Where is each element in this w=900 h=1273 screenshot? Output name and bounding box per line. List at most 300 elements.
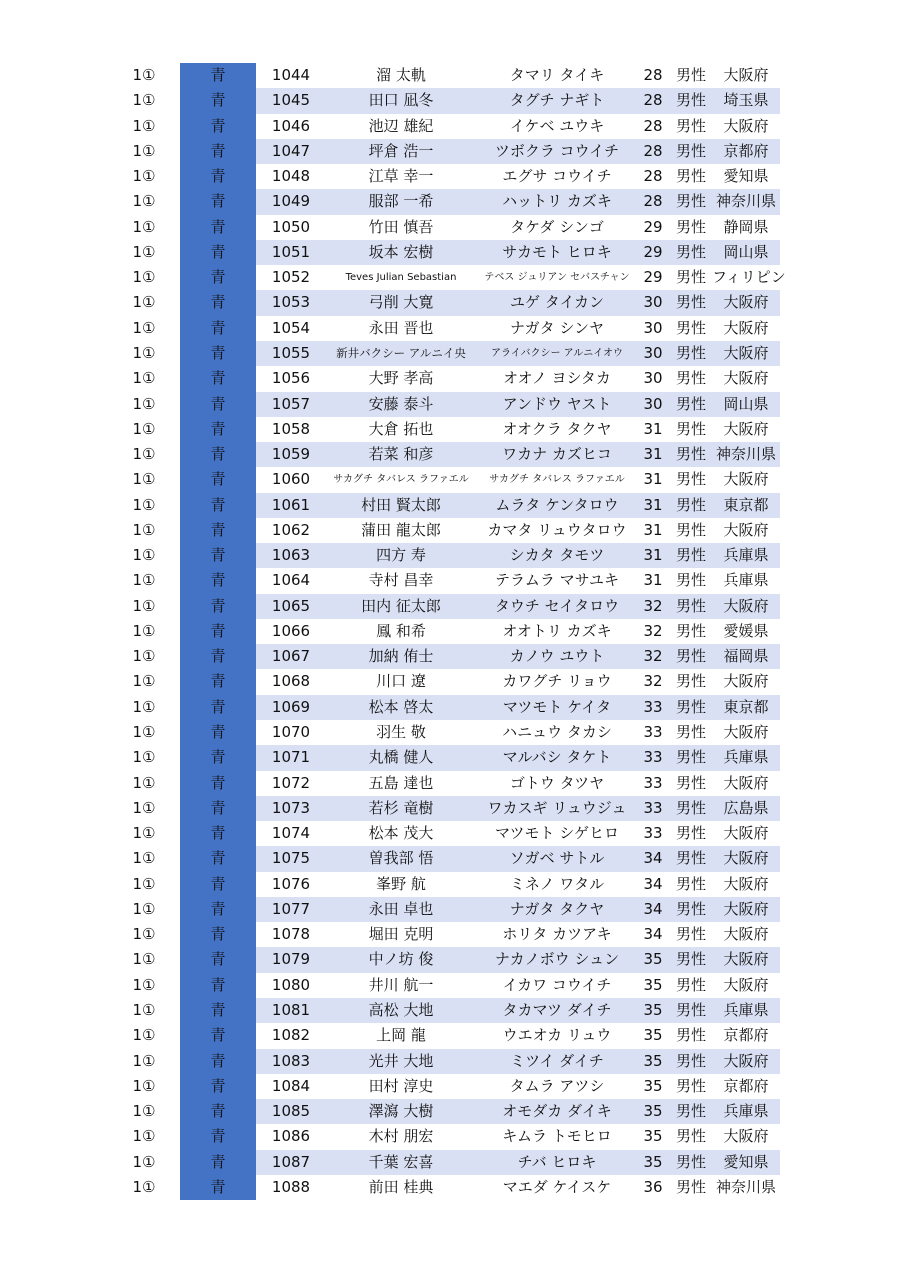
team-color-cell: 青 [210, 899, 226, 918]
player-number-cell: 1073 [271, 798, 311, 817]
prefecture-cell: 大阪府 [723, 773, 769, 792]
sex-cell: 男性 [675, 66, 706, 84]
sex-cell: 男性 [675, 445, 706, 464]
player-number-cell: 1071 [271, 748, 311, 767]
sex-cell: 男性 [675, 520, 706, 539]
group-cell: 1① [132, 343, 156, 362]
prefecture-cell: 大阪府 [723, 318, 769, 337]
table-row [0, 341, 900, 366]
sex-cell: 男性 [675, 91, 706, 110]
player-name-cell: 田村 淳史 [368, 1076, 434, 1095]
team-color-cell: 青 [210, 849, 226, 868]
group-cell: 1① [132, 1177, 156, 1196]
player-name-cell: 新井バクシー アルニイ央 [336, 345, 466, 360]
player-name-cell: 池辺 雄紀 [368, 116, 434, 135]
team-color-cell: 青 [210, 369, 226, 388]
prefecture-cell: 大阪府 [723, 520, 769, 539]
player-number-cell: 1082 [271, 1026, 311, 1045]
age-cell: 35 [643, 1051, 663, 1070]
sex-cell: 男性 [675, 647, 706, 666]
age-cell: 35 [643, 975, 663, 994]
table-row [0, 63, 900, 88]
player-name-cell: 若杉 竜樹 [368, 798, 434, 817]
player-kana-cell: ナガタ タクヤ [509, 899, 605, 918]
sex-cell: 男性 [675, 470, 706, 489]
group-cell: 1① [132, 975, 156, 994]
age-cell: 28 [643, 167, 663, 186]
player-name-cell: 坂本 宏樹 [368, 242, 434, 261]
age-cell: 28 [643, 192, 663, 211]
age-cell: 33 [643, 798, 663, 817]
player-kana-cell: オオトリ カズキ [502, 621, 612, 640]
player-number-cell: 1088 [271, 1177, 311, 1196]
group-cell: 1① [132, 116, 156, 135]
player-kana-cell: ソガベ サトル [509, 849, 605, 868]
group-cell: 1① [132, 748, 156, 767]
player-number-cell: 1050 [271, 217, 311, 236]
player-kana-cell: タマリ タイキ [509, 66, 605, 84]
age-cell: 30 [643, 394, 663, 413]
sex-cell: 男性 [675, 268, 706, 287]
table-row [0, 139, 900, 164]
player-name-cell: 丸橋 健人 [368, 748, 434, 767]
table-row [0, 720, 900, 745]
team-color-cell: 青 [210, 470, 226, 489]
age-cell: 32 [643, 672, 663, 691]
player-name-cell: 村田 賢太郎 [361, 495, 441, 514]
player-kana-cell: テベス ジュリアン セバスチャン [484, 272, 630, 284]
player-kana-cell: シカタ タモツ [509, 546, 605, 565]
age-cell: 31 [643, 495, 663, 514]
player-number-cell: 1052 [271, 268, 311, 287]
age-cell: 36 [643, 1177, 663, 1196]
table-row [0, 846, 900, 871]
table-row [0, 114, 900, 139]
group-cell: 1① [132, 874, 156, 893]
group-cell: 1① [132, 293, 156, 312]
age-cell: 33 [643, 824, 663, 843]
table-row [0, 265, 900, 290]
sex-cell: 男性 [675, 141, 706, 160]
sex-cell: 男性 [675, 697, 706, 716]
player-kana-cell: オモダカ ダイキ [502, 1102, 612, 1121]
player-kana-cell: タウチ セイタロウ [494, 596, 620, 615]
prefecture-cell: 大阪府 [723, 824, 769, 843]
player-kana-cell: ミツイ ダイチ [510, 1051, 604, 1070]
player-kana-cell: タグチ ナギト [509, 91, 605, 110]
player-name-cell: 溜 太軌 [376, 66, 426, 84]
player-kana-cell: テラムラ マサユキ [494, 571, 620, 590]
group-cell: 1① [132, 167, 156, 186]
sex-cell: 男性 [675, 546, 706, 565]
team-color-cell: 青 [210, 293, 226, 312]
player-kana-cell: カワグチ リョウ [502, 672, 612, 691]
player-name-cell: 前田 桂典 [368, 1177, 434, 1196]
prefecture-cell: 神奈川県 [715, 192, 776, 211]
group-cell: 1① [132, 571, 156, 590]
team-color-cell: 青 [210, 748, 226, 767]
player-name-cell: 加納 侑士 [368, 647, 434, 666]
age-cell: 30 [643, 369, 663, 388]
player-kana-cell: ホリタ カツアキ [502, 925, 612, 944]
prefecture-cell: 岡山県 [723, 394, 769, 413]
player-name-cell: 峯野 航 [376, 874, 426, 893]
player-name-cell: 堀田 克明 [368, 925, 434, 944]
player-number-cell: 1081 [271, 1000, 311, 1019]
team-color-cell: 青 [210, 66, 226, 84]
age-cell: 31 [643, 571, 663, 590]
prefecture-cell: 大阪府 [723, 723, 769, 742]
group-cell: 1① [132, 1076, 156, 1095]
sex-cell: 男性 [675, 343, 706, 362]
player-number-cell: 1077 [271, 899, 311, 918]
age-cell: 32 [643, 621, 663, 640]
player-number-cell: 1049 [271, 192, 311, 211]
team-color-cell: 青 [210, 874, 226, 893]
table-row [0, 669, 900, 694]
player-kana-cell: マツモト ケイタ [502, 697, 612, 716]
group-cell: 1① [132, 1000, 156, 1019]
player-number-cell: 1079 [271, 950, 311, 969]
player-kana-cell: アンドウ ヤスト [502, 394, 612, 413]
player-kana-cell: ツボクラ コウイチ [494, 141, 620, 160]
team-color-cell: 青 [210, 546, 226, 565]
prefecture-cell: 京都府 [723, 1076, 769, 1095]
sex-cell: 男性 [675, 1076, 706, 1095]
player-number-cell: 1063 [271, 546, 311, 565]
player-kana-cell: タカマツ ダイチ [502, 1000, 612, 1019]
player-kana-cell: オオクラ タクヤ [502, 419, 612, 438]
player-name-cell: 澤瀉 大樹 [368, 1102, 434, 1121]
prefecture-cell: 大阪府 [723, 1051, 769, 1070]
player-kana-cell: サカグチ タバレス ラファエル [489, 474, 625, 486]
table-row [0, 1175, 900, 1200]
player-name-cell: 蒲田 龍太郎 [361, 520, 441, 539]
player-kana-cell: マツモト シゲヒロ [494, 824, 620, 843]
team-color-cell: 青 [210, 596, 226, 615]
player-number-cell: 1055 [271, 343, 311, 362]
prefecture-cell: 大阪府 [723, 1127, 769, 1146]
prefecture-cell: 大阪府 [723, 596, 769, 615]
group-cell: 1① [132, 192, 156, 211]
table-row [0, 821, 900, 846]
prefecture-cell: 愛知県 [723, 167, 769, 186]
age-cell: 35 [643, 1102, 663, 1121]
player-number-cell: 1053 [271, 293, 311, 312]
group-cell: 1① [132, 242, 156, 261]
player-kana-cell: ナカノボウ シュン [494, 950, 620, 969]
player-name-cell: 坪倉 浩一 [368, 141, 434, 160]
player-number-cell: 1068 [271, 672, 311, 691]
player-number-cell: 1046 [271, 116, 311, 135]
player-kana-cell: タケダ シンゴ [510, 217, 604, 236]
team-color-cell: 青 [210, 647, 226, 666]
table-row [0, 796, 900, 821]
age-cell: 35 [643, 1076, 663, 1095]
player-number-cell: 1067 [271, 647, 311, 666]
player-name-cell: 大野 孝高 [368, 369, 434, 388]
group-cell: 1① [132, 141, 156, 160]
age-cell: 31 [643, 520, 663, 539]
player-name-cell: 松本 啓太 [368, 697, 434, 716]
team-color-cell: 青 [210, 925, 226, 944]
player-kana-cell: ユゲ タイカン [509, 293, 605, 312]
group-cell: 1① [132, 596, 156, 615]
sex-cell: 男性 [675, 217, 706, 236]
group-cell: 1① [132, 318, 156, 337]
player-kana-cell: アライバクシー アルニイオウ [491, 347, 623, 359]
group-cell: 1① [132, 1127, 156, 1146]
table-row [0, 644, 900, 669]
player-name-cell: サカグチ タバレス ラファエル [333, 474, 469, 486]
table-row [0, 543, 900, 568]
table-row [0, 316, 900, 341]
group-cell: 1① [132, 1102, 156, 1121]
sex-cell: 男性 [675, 849, 706, 868]
prefecture-cell: 埼玉県 [723, 91, 769, 110]
player-name-cell: 川口 遼 [376, 672, 426, 691]
group-cell: 1① [132, 647, 156, 666]
player-kana-cell: エグサ コウイチ [502, 167, 612, 186]
age-cell: 35 [643, 1127, 663, 1146]
player-name-cell: 千葉 宏喜 [368, 1152, 434, 1171]
player-kana-cell: タムラ アツシ [509, 1076, 605, 1095]
player-number-cell: 1085 [271, 1102, 311, 1121]
player-number-cell: 1074 [271, 824, 311, 843]
prefecture-cell: 大阪府 [723, 66, 769, 84]
player-number-cell: 1044 [271, 66, 311, 84]
group-cell: 1① [132, 91, 156, 110]
table-row [0, 1124, 900, 1149]
prefecture-cell: フィリピン [712, 268, 786, 287]
table-row [0, 366, 900, 391]
player-name-cell: 大倉 拓也 [368, 419, 434, 438]
player-name-cell: 中ノ坊 俊 [368, 950, 434, 969]
table-row [0, 1099, 900, 1124]
sex-cell: 男性 [675, 672, 706, 691]
player-number-cell: 1048 [271, 167, 311, 186]
table-row [0, 518, 900, 543]
player-kana-cell: オオノ ヨシタカ [503, 369, 611, 388]
age-cell: 28 [643, 91, 663, 110]
sex-cell: 男性 [675, 1026, 706, 1045]
group-cell: 1① [132, 925, 156, 944]
sex-cell: 男性 [675, 1102, 706, 1121]
age-cell: 33 [643, 773, 663, 792]
table-row [0, 872, 900, 897]
group-cell: 1① [132, 445, 156, 464]
age-cell: 29 [643, 217, 663, 236]
prefecture-cell: 大阪府 [723, 899, 769, 918]
team-color-cell: 青 [210, 242, 226, 261]
sex-cell: 男性 [675, 824, 706, 843]
sex-cell: 男性 [675, 596, 706, 615]
group-cell: 1① [132, 546, 156, 565]
prefecture-cell: 岡山県 [723, 242, 769, 261]
team-color-cell: 青 [210, 1000, 226, 1019]
team-color-cell: 青 [210, 445, 226, 464]
sex-cell: 男性 [675, 419, 706, 438]
prefecture-cell: 神奈川県 [715, 1177, 776, 1196]
team-color-cell: 青 [210, 495, 226, 514]
player-name-cell: 田内 征太郎 [361, 596, 441, 615]
prefecture-cell: 神奈川県 [715, 445, 776, 464]
sex-cell: 男性 [675, 369, 706, 388]
player-number-cell: 1076 [271, 874, 311, 893]
table-row [0, 745, 900, 770]
sex-cell: 男性 [675, 899, 706, 918]
sex-cell: 男性 [675, 621, 706, 640]
player-number-cell: 1045 [271, 91, 311, 110]
table-row [0, 973, 900, 998]
player-name-cell: 松本 茂大 [368, 824, 434, 843]
age-cell: 35 [643, 1026, 663, 1045]
prefecture-cell: 兵庫県 [723, 546, 769, 565]
player-number-cell: 1084 [271, 1076, 311, 1095]
table-row [0, 189, 900, 214]
player-name-cell: 寺村 昌幸 [368, 571, 434, 590]
player-number-cell: 1066 [271, 621, 311, 640]
age-cell: 30 [643, 318, 663, 337]
age-cell: 34 [643, 849, 663, 868]
team-color-cell: 青 [210, 141, 226, 160]
player-name-cell: 弓削 大寛 [368, 293, 434, 312]
table-row [0, 897, 900, 922]
player-kana-cell: ゴトウ タツヤ [509, 773, 605, 792]
age-cell: 31 [643, 445, 663, 464]
age-cell: 33 [643, 748, 663, 767]
player-kana-cell: ハニュウ タカシ [502, 723, 612, 742]
prefecture-cell: 東京都 [723, 697, 769, 716]
table-row [0, 568, 900, 593]
sex-cell: 男性 [675, 1051, 706, 1070]
player-kana-cell: ウエオカ リュウ [502, 1026, 612, 1045]
player-name-cell: 井川 航一 [368, 975, 434, 994]
player-number-cell: 1051 [271, 242, 311, 261]
player-number-cell: 1047 [271, 141, 311, 160]
group-cell: 1① [132, 369, 156, 388]
sex-cell: 男性 [675, 293, 706, 312]
table-row [0, 1023, 900, 1048]
group-cell: 1① [132, 723, 156, 742]
age-cell: 29 [643, 268, 663, 287]
sex-cell: 男性 [675, 1177, 706, 1196]
group-cell: 1① [132, 1152, 156, 1171]
group-cell: 1① [132, 621, 156, 640]
sex-cell: 男性 [675, 723, 706, 742]
age-cell: 33 [643, 723, 663, 742]
age-cell: 31 [643, 419, 663, 438]
team-color-cell: 青 [210, 192, 226, 211]
team-color-cell: 青 [210, 975, 226, 994]
sex-cell: 男性 [675, 798, 706, 817]
team-color-cell: 青 [210, 167, 226, 186]
player-name-cell: 高松 大地 [368, 1000, 434, 1019]
prefecture-cell: 大阪府 [723, 975, 769, 994]
age-cell: 30 [643, 293, 663, 312]
player-number-cell: 1078 [271, 925, 311, 944]
prefecture-cell: 兵庫県 [723, 748, 769, 767]
team-color-cell: 青 [210, 419, 226, 438]
team-color-cell: 青 [210, 950, 226, 969]
age-cell: 28 [643, 66, 663, 84]
age-cell: 35 [643, 950, 663, 969]
prefecture-cell: 大阪府 [723, 343, 769, 362]
prefecture-cell: 兵庫県 [723, 1000, 769, 1019]
sex-cell: 男性 [675, 925, 706, 944]
group-cell: 1① [132, 1026, 156, 1045]
player-kana-cell: ナガタ シンヤ [509, 318, 605, 337]
age-cell: 34 [643, 899, 663, 918]
sex-cell: 男性 [675, 950, 706, 969]
age-cell: 28 [643, 141, 663, 160]
player-name-cell: 永田 卓也 [368, 899, 434, 918]
team-color-cell: 青 [210, 571, 226, 590]
player-number-cell: 1070 [271, 723, 311, 742]
sex-cell: 男性 [675, 773, 706, 792]
player-number-cell: 1056 [271, 369, 311, 388]
prefecture-cell: 大阪府 [723, 849, 769, 868]
age-cell: 28 [643, 116, 663, 135]
player-kana-cell: マエダ ケイスケ [502, 1177, 612, 1196]
player-number-cell: 1075 [271, 849, 311, 868]
team-color-cell: 青 [210, 1177, 226, 1196]
team-color-cell: 青 [210, 1026, 226, 1045]
player-number-cell: 1057 [271, 394, 311, 413]
player-number-cell: 1061 [271, 495, 311, 514]
group-cell: 1① [132, 1051, 156, 1070]
player-kana-cell: ムラタ ケンタロウ [495, 495, 619, 514]
age-cell: 31 [643, 470, 663, 489]
player-name-cell: 上岡 龍 [376, 1026, 426, 1045]
prefecture-cell: 兵庫県 [723, 1102, 769, 1121]
team-color-cell: 青 [210, 520, 226, 539]
player-name-cell: 永田 晋也 [368, 318, 434, 337]
player-name-cell: 木村 朋宏 [368, 1127, 434, 1146]
group-cell: 1① [132, 66, 156, 84]
player-name-cell: 鳳 和希 [376, 621, 426, 640]
prefecture-cell: 大阪府 [723, 950, 769, 969]
team-color-cell: 青 [210, 697, 226, 716]
table-row [0, 240, 900, 265]
group-cell: 1① [132, 672, 156, 691]
table-row [0, 1074, 900, 1099]
sex-cell: 男性 [675, 394, 706, 413]
table-row [0, 392, 900, 417]
prefecture-cell: 愛知県 [723, 1152, 769, 1171]
group-cell: 1① [132, 470, 156, 489]
player-name-cell: 服部 一希 [368, 192, 434, 211]
table-row [0, 695, 900, 720]
team-color-cell: 青 [210, 217, 226, 236]
prefecture-cell: 大阪府 [723, 874, 769, 893]
player-name-cell: Teves Julian Sebastian [345, 272, 457, 284]
player-number-cell: 1060 [271, 470, 311, 489]
player-name-cell: 光井 大地 [368, 1051, 434, 1070]
group-cell: 1① [132, 268, 156, 287]
age-cell: 31 [643, 546, 663, 565]
prefecture-cell: 広島県 [723, 798, 769, 817]
team-color-cell: 青 [210, 343, 226, 362]
table-row [0, 88, 900, 113]
team-color-cell: 青 [210, 116, 226, 135]
player-name-cell: 江草 幸一 [368, 167, 434, 186]
age-cell: 35 [643, 1152, 663, 1171]
player-number-cell: 1054 [271, 318, 311, 337]
table-row [0, 417, 900, 442]
sex-cell: 男性 [675, 167, 706, 186]
group-cell: 1① [132, 495, 156, 514]
